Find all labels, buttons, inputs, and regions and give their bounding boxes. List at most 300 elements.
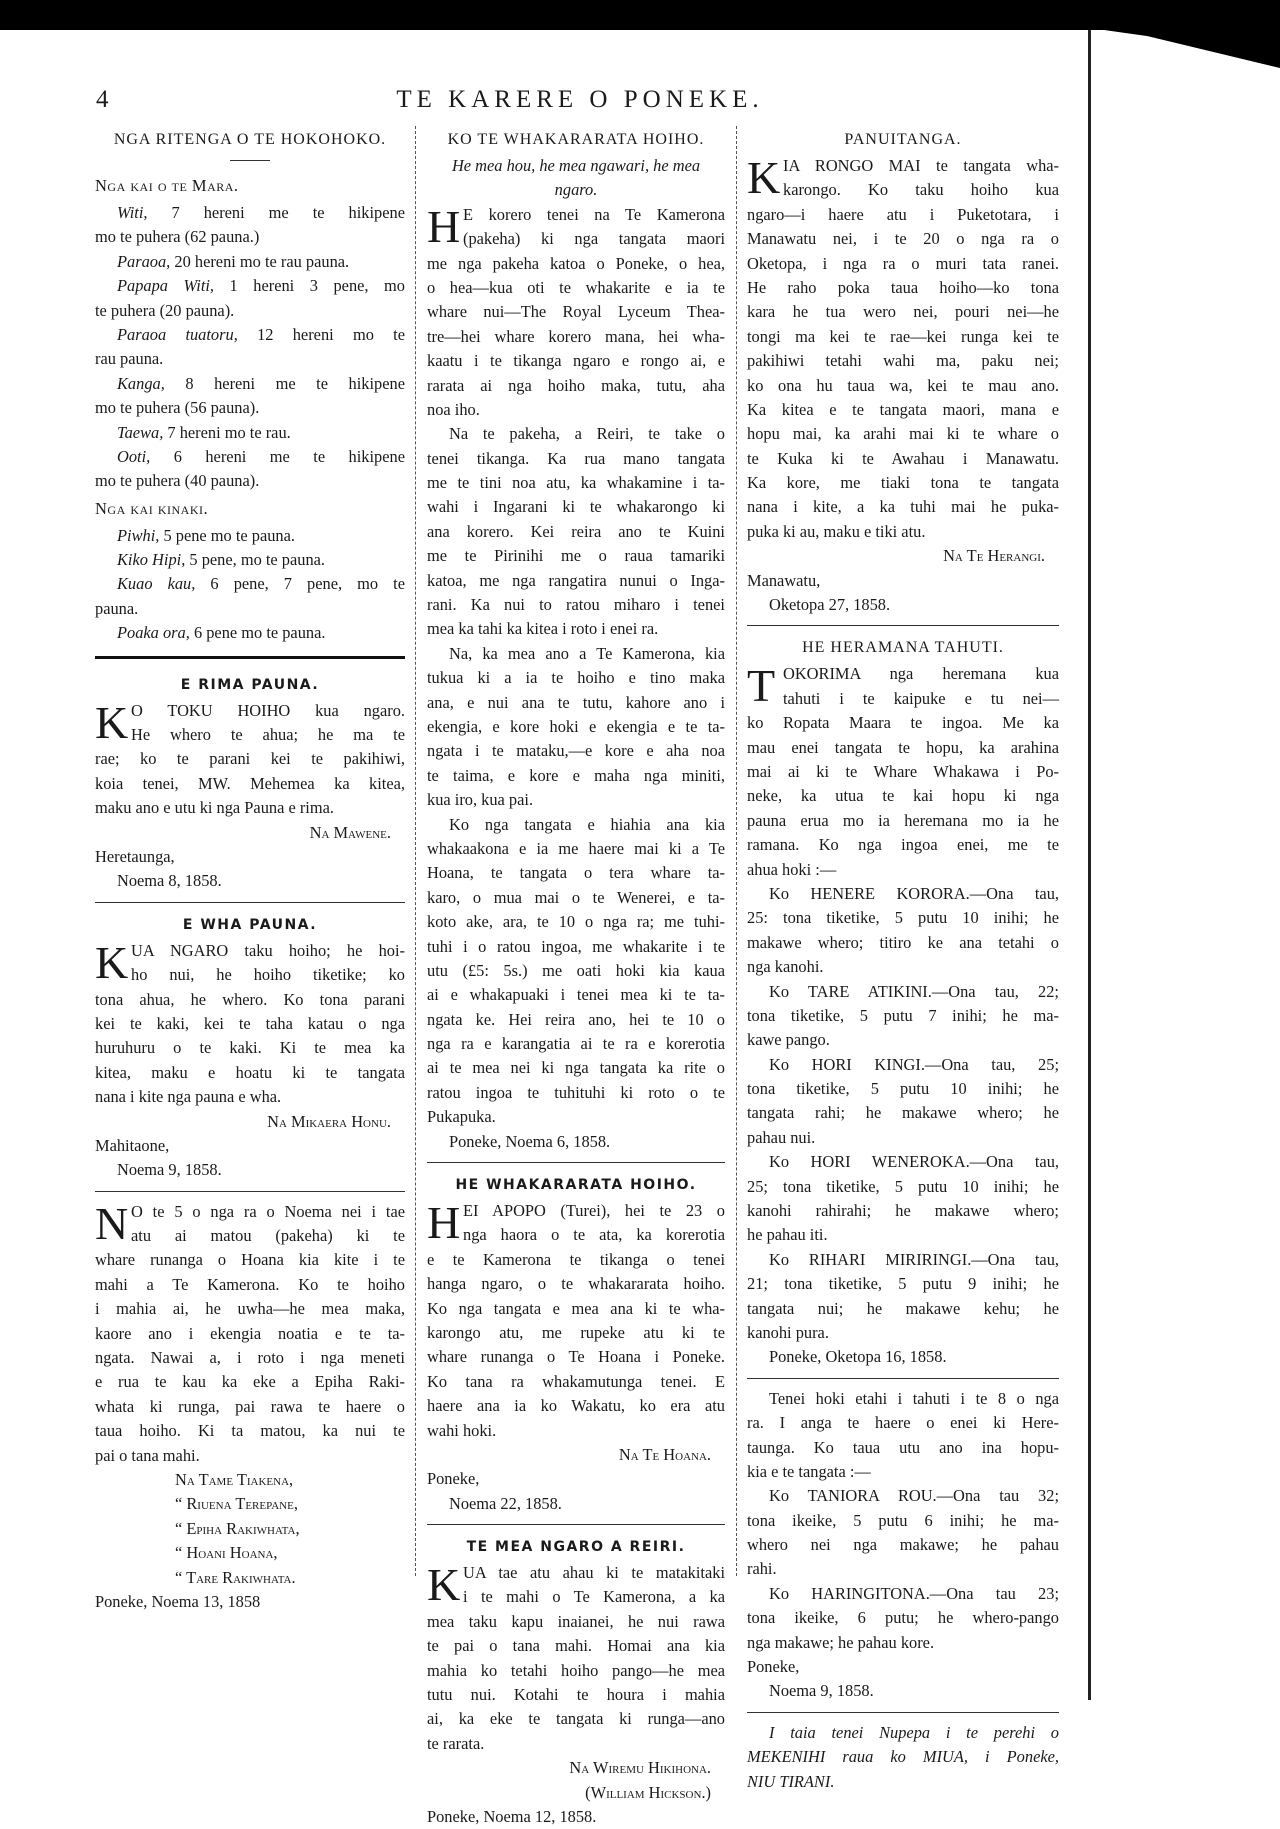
- text: 25: tona tiketike, 5 putu 10 inihi; he: [747, 908, 1059, 928]
- divider: [747, 625, 1059, 626]
- divider: [95, 1191, 405, 1192]
- text: me te tini noa atu, ka whakamine i ta-: [427, 473, 725, 493]
- divider: [230, 160, 270, 161]
- text: he pahau iti.: [747, 1225, 828, 1245]
- article-body: [427, 200, 725, 423]
- text-line: e rua te kau ka eke a Epiha Raki-: [95, 1372, 405, 1392]
- text-line: rarata ai nga hoiho maka, tutu, aha: [427, 375, 725, 395]
- text: 7 hereni me te hikipene: [147, 203, 405, 222]
- text-line: tre—hei whare korero mana, hei wha-: [427, 326, 725, 346]
- text-line: whata ki runga, pai rawa te haere o: [95, 1396, 405, 1416]
- text-line: hopu mai, ka arahi mai ki te whare o: [747, 424, 1059, 444]
- drop-cap: K: [95, 936, 129, 988]
- text: kanohi rahirahi; he makawe whero;: [747, 1201, 1059, 1221]
- paragraph: [95, 421, 405, 445]
- drop-cap: T: [747, 660, 776, 712]
- text-line: [95, 572, 405, 596]
- text: tangata nui; he makawe kehu; he: [747, 1298, 1059, 1318]
- signatory: “ Epiha Rakiwhata,: [175, 1518, 300, 1538]
- article-heading: PANUITANGA.: [844, 131, 962, 148]
- text-line: i te mahi o Te Kamerona, a ka: [463, 1587, 725, 1607]
- text-line: [95, 347, 405, 371]
- text-line: pai o tana mahi.: [95, 1445, 200, 1465]
- text-line: Ko nga tangata e mea ana ki te wha-: [427, 1298, 725, 1318]
- divider: [747, 1712, 1059, 1713]
- text-line: [95, 421, 405, 445]
- text-line: haere ana ia ko Wakatu, ko era atu: [427, 1396, 725, 1416]
- text-line: Manawatu nei, i te 20 o nga ra o: [747, 229, 1059, 249]
- text-line: [427, 1008, 725, 1032]
- text-line: (pakeha) ki nga tangata maori: [463, 229, 725, 249]
- text: katoa, me nga rangatira nunui o Inga-: [427, 570, 725, 590]
- text-line: ngata. Nawai a, i roto i nga meneti: [95, 1348, 405, 1368]
- text: 6 pene, 7 pene, mo te: [195, 574, 405, 594]
- text-line: tutu nui. Kotahi te houra i mahia: [427, 1685, 725, 1705]
- text-line: E korero tenei na Te Kamerona: [463, 204, 725, 224]
- text-line: tona ahua, he whero. Ko tona parani: [95, 989, 405, 1009]
- text-line: [95, 201, 405, 225]
- text: 20 hereni mo te rau pauna.: [170, 251, 350, 271]
- divider: [427, 1162, 725, 1163]
- text-line: [427, 569, 725, 593]
- text: 5 pene, mo te pauna.: [185, 550, 326, 570]
- text-line: Ka kore, me tiaki tona te tangata: [747, 473, 1059, 493]
- text: 6 pene mo te pauna.: [189, 623, 326, 643]
- text-line: taua hoiho. Ki ta matou, ka nui te: [95, 1421, 405, 1441]
- place-line: Poneke, Noema 12, 1858.: [427, 1807, 597, 1826]
- text-line: [747, 1028, 1059, 1052]
- subtitle-line: ngaro.: [554, 180, 598, 200]
- item-name: Taewa,: [117, 422, 164, 442]
- item-name: Paraoa tuatoru,: [117, 324, 238, 344]
- text: 7 hereni mo te rau.: [163, 422, 291, 442]
- column-1: [95, 126, 405, 1614]
- text-line: nga haora o te ata, ka korerotia: [463, 1225, 725, 1245]
- text: Ko nga tangata e hiahia ana kia: [449, 814, 725, 834]
- text-line: [747, 1321, 1059, 1345]
- text: kua iro, kua pai.: [427, 790, 534, 810]
- divider: [95, 902, 405, 903]
- text-line: [427, 861, 725, 885]
- signatory: “ Hoani Hoana,: [175, 1543, 278, 1563]
- text: 1 hereni 3 pene, mo: [214, 276, 405, 296]
- text-line: [95, 524, 405, 548]
- text: nga ra e karangatia ai te ra e korerotia: [427, 1034, 725, 1054]
- text-line: [95, 274, 405, 298]
- drop-cap: H: [427, 200, 461, 252]
- text-line: [747, 1745, 1059, 1769]
- text-line: [747, 1175, 1059, 1199]
- item-name: Kuao kau,: [117, 574, 196, 594]
- place-line: Poneke, Noema 13, 1858: [95, 1591, 261, 1611]
- text: kia e te tangata :—: [747, 1461, 871, 1481]
- signature: Na Mawene.: [309, 822, 391, 842]
- text: mo te puhera (40 pauna).: [95, 471, 260, 491]
- text-line: ahua hoki :—: [747, 859, 837, 879]
- text-line: [747, 1582, 1059, 1606]
- text: MEKENIHI raua ko MIUA, i Poneke,: [747, 1747, 1059, 1767]
- text-line: whare nui—The Royal Lyceum Thea-: [427, 302, 725, 322]
- text-line: pauna erua mo ia heremana mo ia he: [747, 810, 1059, 830]
- text: te puhera (20 pauna).: [95, 300, 235, 320]
- text-line: koia tenei, MW. Mehemea ka kitea,: [95, 773, 405, 793]
- place-line: Mahitaone,: [95, 1135, 170, 1155]
- text-line: IA RONGO MAI te tangata wha-: [783, 156, 1059, 175]
- text-line: [95, 372, 405, 396]
- text: tona ikeike, 5 putu 6 inihi; he ma-: [747, 1510, 1059, 1530]
- text-line: [747, 1004, 1059, 1028]
- text-line: i mahia ai, he uwha—he mea maka,: [95, 1299, 405, 1319]
- place-line: Poneke,: [427, 1469, 480, 1489]
- text-line: [95, 469, 405, 493]
- text-line: [427, 1105, 725, 1129]
- paragraph: [95, 445, 405, 494]
- text-line: [747, 1631, 1059, 1655]
- text-line: [747, 1606, 1059, 1630]
- text-line: karongo. Ko taku hoiho kua: [783, 180, 1059, 200]
- text-line: [95, 597, 405, 621]
- scan-right-edge: [1088, 30, 1091, 1700]
- text-line: ramana. Ko nga ingoa enei, me te: [747, 835, 1059, 855]
- dateline: Noema 22, 1858.: [449, 1493, 562, 1513]
- text-line: [747, 1436, 1059, 1460]
- text-line: [747, 1199, 1059, 1223]
- text-line: [427, 764, 725, 788]
- text: 21; tona tiketike, 5 putu 9 inihi; he: [747, 1274, 1059, 1294]
- text-line: ngaro—i haere atu i Puketotara, i: [747, 204, 1059, 224]
- text: tona ikeike, 6 putu; he whero-pango: [747, 1608, 1059, 1628]
- text-line: He raho poka taua hoiho—ko tona: [747, 277, 1059, 297]
- text: Ko HORI WENEROKA.—Ona tau,: [769, 1152, 1059, 1172]
- text-line: whare runanga o Hoana kia kite i te: [95, 1250, 405, 1270]
- text-line: [747, 1770, 1059, 1794]
- text-line: o hea—kua oti te whakarite e ia te: [427, 277, 725, 297]
- text-line: kitea, maku e hoatu ki te tangata: [95, 1062, 405, 1082]
- text-line: [747, 906, 1059, 930]
- item-name: Kiko Hipi,: [117, 550, 186, 570]
- article-body: [747, 154, 1059, 544]
- text-line: [747, 980, 1059, 1004]
- text-line: [747, 931, 1059, 955]
- text: NIU TIRANI.: [747, 1771, 835, 1791]
- text-line: [747, 1126, 1059, 1150]
- article-heading: KO TE WHAKARARATA HOIHO.: [447, 131, 705, 148]
- text-line: [747, 1077, 1059, 1101]
- text-line: noa iho.: [427, 399, 480, 419]
- scan-corner-shadow: [1090, 28, 1280, 68]
- text-line: [427, 447, 725, 471]
- text: tukua ki a ia te hoiho e tino maka: [427, 668, 725, 688]
- text: ai te mea nei ki nga tangata ka rite o: [427, 1058, 725, 1078]
- item-name: Piwhi,: [117, 525, 160, 545]
- text: Tenei hoki etahi i tahuti i te 8 o nga: [769, 1388, 1059, 1408]
- text-line: mai ai ki te Whare Whakawa i Po-: [747, 761, 1059, 781]
- paragraph: [747, 980, 1059, 1053]
- signature: Na Mikaera Honu.: [267, 1111, 391, 1131]
- text-line: [427, 715, 725, 739]
- text: ana, e nui ana te tutu, kahore ano i: [427, 692, 725, 712]
- text-line: [95, 621, 405, 645]
- article-heading: NGA RITENGA O TE HOKOHOKO.: [113, 131, 387, 148]
- text-line: hanga ngaro, o te whakararata hoiho.: [427, 1274, 725, 1294]
- text-line: UA NGARO taku hoiho; he hoi-: [131, 940, 405, 960]
- text-line: [427, 691, 725, 715]
- text-line: kara he tua wero nei, pouri nei—he: [747, 302, 1059, 322]
- text-line: [747, 1387, 1059, 1411]
- article-heading: HE WHAKARARATA HOIHO.: [455, 1177, 697, 1194]
- text: koto ake, ara, te 10 o nga ra; me tuhi-: [427, 912, 725, 932]
- text-line: [427, 739, 725, 763]
- text-line: [427, 495, 725, 519]
- signatory: “ Riuena Terepane,: [175, 1494, 298, 1514]
- text: Na te pakeha, a Reiri, te take o: [449, 424, 725, 444]
- place-line: Poneke,: [747, 1657, 800, 1677]
- paragraph: [95, 250, 405, 274]
- paragraph: [747, 1053, 1059, 1151]
- text: tona tiketike, 5 putu 10 inihi; he: [747, 1079, 1059, 1099]
- text-line: whare runanga o Te Hoana i Poneke.: [427, 1347, 725, 1367]
- text: ana korero. Kei reira ano te Kuini: [427, 521, 725, 541]
- dateline: Noema 8, 1858.: [117, 871, 222, 891]
- text-line: [747, 1150, 1059, 1174]
- text-line: tahuti i te kaipuke e tu nei—: [783, 688, 1059, 708]
- article-body: [95, 1197, 405, 1468]
- text: 12 hereni mo te: [237, 324, 405, 344]
- text: Ko HORI KINGI.—Ona tau, 25;: [769, 1054, 1059, 1074]
- text-line: [747, 1721, 1059, 1745]
- column-rule: [736, 126, 737, 1576]
- article-heading: HE HERAMANA TAHUTI.: [802, 639, 1004, 657]
- text: wahi i Ingarani ki te whakarongo ki: [427, 497, 725, 517]
- text-line: [747, 1248, 1059, 1272]
- dateline: Poneke, Noema 6, 1858.: [449, 1131, 611, 1151]
- article-heading: TE MEA NGARO A REIRI.: [466, 1539, 686, 1556]
- text-line: He whero te ahua; he ma te: [131, 725, 405, 745]
- paragraph: [747, 1582, 1059, 1655]
- text: mo te puhera (56 pauna).: [95, 398, 260, 418]
- text-line: [427, 422, 725, 446]
- text-line: neke, ka utua te kai hopu ki nga: [747, 786, 1059, 806]
- text: ngata ke. Hei reira ano, hei te 10 o: [427, 1009, 725, 1029]
- text: tangata rahi; he makawe whero; he: [747, 1103, 1059, 1123]
- column-2: [427, 126, 725, 1829]
- text-line: e te Kamerona te tikanga o tenei: [427, 1249, 725, 1269]
- text: Ko TARE ATIKINI.—Ona tau, 22;: [769, 981, 1059, 1001]
- text-line: [427, 886, 725, 910]
- text-line: O TOKU HOIHO kua ngaro.: [131, 700, 405, 720]
- paragraph: [747, 1484, 1059, 1582]
- text-line: [427, 666, 725, 690]
- paragraph: [95, 572, 405, 621]
- text-line: [427, 910, 725, 934]
- text-line: nana i kite nga pauna e wha.: [95, 1087, 282, 1107]
- text-line: [427, 1056, 725, 1080]
- text: Pukapuka.: [427, 1107, 496, 1127]
- text: tenei tikanga. Ka rua mano tangata: [427, 448, 725, 468]
- subtitle-line: He mea hou, he mea ngawari, he mea: [451, 156, 701, 175]
- text-line: [95, 225, 405, 249]
- text: ngata i te mataku,—e kore e aha noa: [427, 741, 725, 761]
- text-line: mea taku kapu inaianei, he nui rawa: [427, 1611, 725, 1631]
- text: 25; tona tiketike, 5 putu 10 inihi; he: [747, 1176, 1059, 1196]
- text-line: te pai o tana mahi. Homai ana kia: [427, 1636, 725, 1656]
- paragraph: [747, 1387, 1059, 1485]
- text-line: [427, 1032, 725, 1056]
- text-line: [95, 299, 405, 323]
- text-line: kaore ano i ekengia noatia e te ta-: [95, 1323, 405, 1343]
- text-line: [427, 617, 725, 641]
- text-line: tongi ma kei te rae—kei runga kei te: [747, 326, 1059, 346]
- drop-cap: K: [747, 152, 781, 203]
- text: mo te puhera (62 pauna.): [95, 227, 260, 247]
- text-line: ko Ropata Maara te ingoa. Me ka: [747, 713, 1059, 733]
- divider: [95, 656, 405, 659]
- text-line: [427, 1081, 725, 1105]
- text-line: [747, 1101, 1059, 1125]
- drop-cap: K: [427, 1559, 461, 1611]
- text-line: [95, 445, 405, 469]
- text-line: [747, 1053, 1059, 1077]
- dateline: Noema 9, 1858.: [117, 1160, 222, 1180]
- signature: Na Te Herangi.: [943, 546, 1045, 566]
- paragraph: [95, 372, 405, 421]
- paragraph: [95, 274, 405, 323]
- drop-cap: H: [427, 1197, 461, 1249]
- text: nga kanohi.: [747, 957, 824, 977]
- text: 8 hereni me te hikipene: [164, 373, 405, 393]
- text-line: rae; ko te parani kei te pakihiwi,: [95, 749, 405, 769]
- text: te taima, e kore e maha nga miniti,: [427, 765, 725, 785]
- text-line: [95, 548, 405, 572]
- text-line: EI APOPO (Turei), hei te 23 o: [463, 1201, 725, 1221]
- text-line: [747, 1272, 1059, 1296]
- text-line: [95, 323, 405, 347]
- page-number: 4: [96, 86, 109, 113]
- paragraph: [427, 422, 725, 642]
- text-line: [747, 1557, 1059, 1581]
- text: 5 pene mo te pauna.: [159, 525, 295, 545]
- text-line: [747, 955, 1059, 979]
- text-line: mau enei tangata te hopu, ka arahina: [747, 737, 1059, 757]
- text-line: UA tae atu ahau ki te matakitaki: [463, 1563, 725, 1583]
- text-line: mahia ko tetahi hoiho pango—he mea: [427, 1660, 725, 1680]
- column-3: [747, 126, 1059, 1794]
- section-subheading: Nga kai o te Mara.: [95, 176, 239, 195]
- paragraph: [95, 548, 405, 572]
- text-line: [427, 813, 725, 837]
- text-line: [95, 396, 405, 420]
- text-line: me nga pakeha katoa o Poneke, o hea,: [427, 253, 725, 273]
- text: ratou ingoa te tuhituhi ki roto o te: [427, 1082, 725, 1102]
- text-line: [747, 882, 1059, 906]
- text-line: [747, 1484, 1059, 1508]
- text-line: O te 5 o nga ra o Noema nei i tae: [131, 1201, 405, 1221]
- place-line: Manawatu,: [747, 570, 821, 590]
- article-body: [95, 936, 405, 1110]
- dateline: Oketopa 27, 1858.: [769, 595, 891, 615]
- drop-cap: K: [95, 696, 129, 748]
- text-line: te Kuka ki te Awahau i Manawatu.: [747, 448, 1059, 468]
- divider: [747, 1378, 1059, 1379]
- article-heading: E WHA PAUNA.: [182, 916, 318, 933]
- scan-top-border: [0, 0, 1280, 30]
- text: ra. I anga te haere o enei ki Here-: [747, 1413, 1059, 1433]
- text: rani. Ka nui to ratou miharo i tenei: [427, 595, 725, 615]
- paragraph: [95, 621, 405, 645]
- text: ekengia, e kore hoki e ekengia e te ta-: [427, 716, 725, 736]
- paragraph: [427, 642, 725, 813]
- item-name: Kanga,: [117, 373, 165, 393]
- column-rule: [415, 126, 416, 1576]
- newspaper-title: TE KARERE O PONEKE.: [396, 86, 764, 113]
- article-body: [95, 696, 405, 821]
- text-line: [747, 1533, 1059, 1557]
- paragraph: [747, 1248, 1059, 1346]
- dateline: Poneke, Oketopa 16, 1858.: [769, 1347, 947, 1367]
- text: Ko RIHARI MIRIRINGI.—Ona tau,: [769, 1249, 1059, 1269]
- text-line: mahi a Te Kamerona. Ko te hoiho: [95, 1274, 405, 1294]
- text: whero nei nga makawe; he pahau: [747, 1535, 1059, 1555]
- text: tuhi i o ratou ingoa, me whakarite i te: [427, 936, 725, 956]
- text-line: kaatu i te tikanga ngaro e rongo ai, e: [427, 351, 725, 371]
- text: tona tiketike, 5 putu 7 inihi; he ma-: [747, 1005, 1059, 1025]
- text: makawe whero; titiro ke ana tetahi o: [747, 932, 1059, 952]
- signature: Na Wiremu Hikihona.: [569, 1758, 711, 1778]
- text-line: ho nui, he hoiho tiketike; ko: [131, 965, 405, 985]
- text-line: [427, 544, 725, 568]
- text: karo, o mua mai o te Wenerei, e ta-: [427, 887, 725, 907]
- drop-cap: N: [95, 1197, 129, 1249]
- paragraph: [427, 813, 725, 1130]
- text: Hoana, te tangata o tera whare ta-: [427, 863, 725, 883]
- divider: [427, 1524, 725, 1525]
- text-line: [427, 788, 725, 812]
- text: I taia tenei Nupepa i te perehi o: [769, 1722, 1059, 1742]
- text-line: [747, 1460, 1059, 1484]
- text: Na, ka mea ano a Te Kamerona, kia: [449, 643, 725, 663]
- signature: (William Hickson.): [585, 1782, 711, 1802]
- text: rahi.: [747, 1559, 777, 1579]
- text-line: te rarata.: [427, 1733, 485, 1753]
- dateline: Noema 9, 1858.: [769, 1681, 874, 1701]
- paragraph: [95, 524, 405, 548]
- article-body: [747, 662, 1059, 882]
- text-line: [427, 935, 725, 959]
- item-name: Witi,: [117, 203, 148, 222]
- text-line: Oketopa, i nga ra o muri tata ranei.: [747, 253, 1059, 273]
- text-line: [747, 1297, 1059, 1321]
- text-line: OKORIMA nga heremana kua: [783, 664, 1059, 684]
- signatory: “ Tare Rakiwhata.: [175, 1567, 296, 1587]
- paragraph: [95, 323, 405, 372]
- text: utu (£5: 5s.) me oati hoki kia kaua: [427, 960, 725, 980]
- text: me te Pirinihi me o raua tamariki: [427, 546, 725, 566]
- signatory: Na Tame Tiakena,: [175, 1469, 294, 1489]
- text-line: huruhuru o te kaki. Ki te mea ka: [95, 1038, 405, 1058]
- text-line: [427, 471, 725, 495]
- text-line: Ka kitea e te tangata maori, mana e: [747, 399, 1059, 419]
- text-line: wahi hoki.: [427, 1420, 497, 1440]
- item-name: Papapa Witi,: [117, 276, 215, 296]
- text-line: nana i kite, a ka tuhi mai he puka-: [747, 497, 1059, 517]
- item-name: Paraoa,: [117, 251, 171, 271]
- signature: Na Te Hoana.: [618, 1444, 711, 1464]
- text-line: [747, 1223, 1059, 1247]
- text: nga makawe; he pahau kore.: [747, 1632, 935, 1652]
- text: pahau nui.: [747, 1127, 816, 1147]
- section-subheading: Nga kai kinaki.: [95, 498, 209, 518]
- item-name: Ooti,: [117, 446, 151, 466]
